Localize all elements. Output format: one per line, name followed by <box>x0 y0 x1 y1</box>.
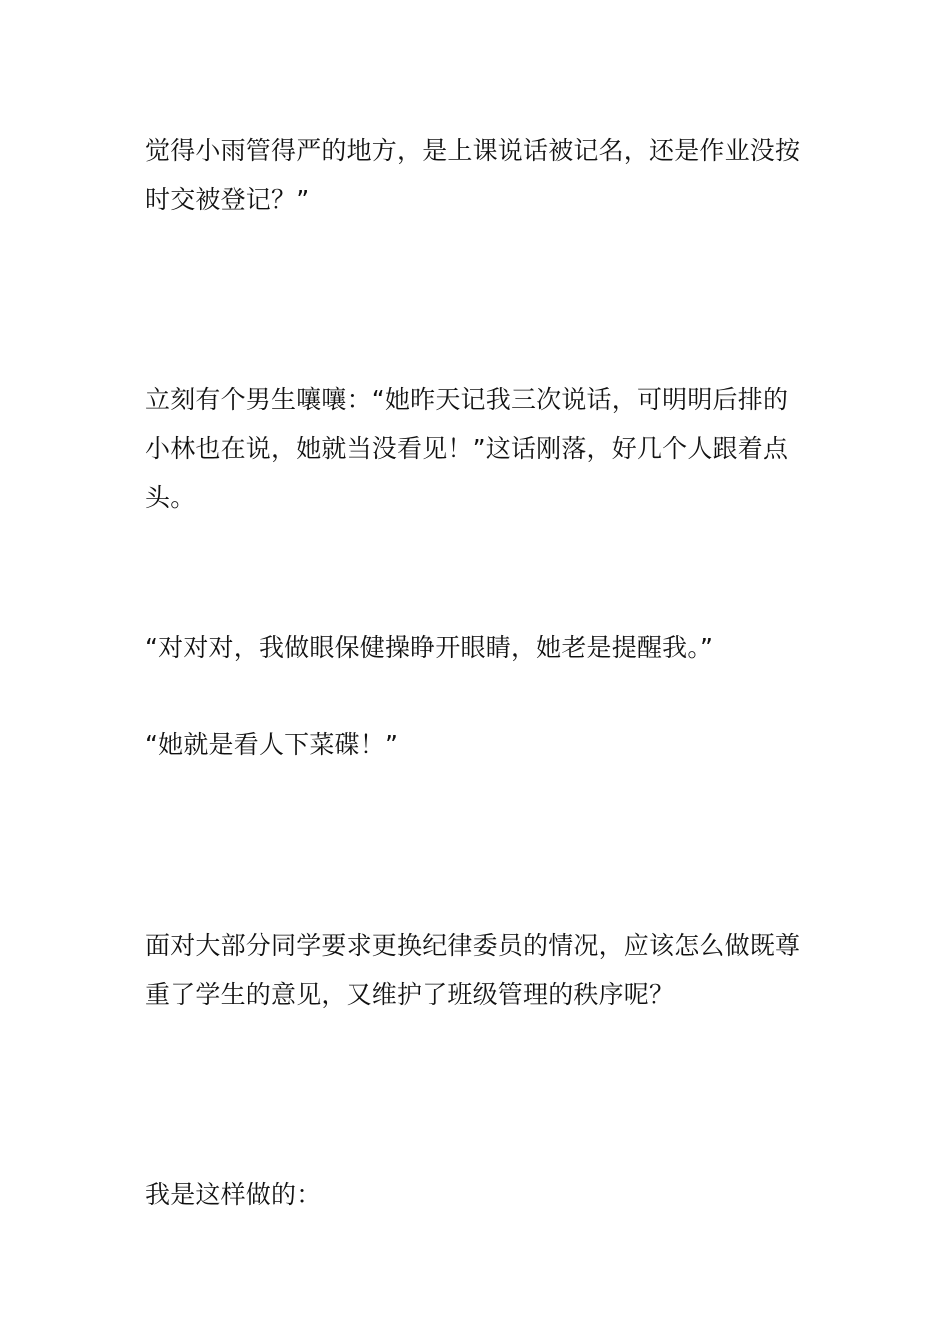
paragraph-reflection-question: 面对大部分同学要求更换纪律委员的情况，应该怎么做既尊重了学生的意见，又维护了班级管理的秩序呢？ <box>145 931 801 1009</box>
paragraph-quote-favoritism: “她就是看人下菜碟！” <box>145 730 399 759</box>
paragraph-my-approach: 我是这样做的： <box>145 1180 322 1209</box>
paragraph-question-continuation: 觉得小雨管得严的地方，是上课说话被记名，还是作业没按时交被登记？” <box>145 136 801 214</box>
paragraph-boy-complaint: 立刻有个男生嚷嚷：“她昨天记我三次说话，可明明后排的小林也在说，她就当没看见！”这话刚落，好几个人跟着点头。 <box>145 385 789 512</box>
paragraph-quote-eye-exercise: “对对对，我做眼保健操睁开眼睛，她老是提醒我。” <box>145 633 714 662</box>
